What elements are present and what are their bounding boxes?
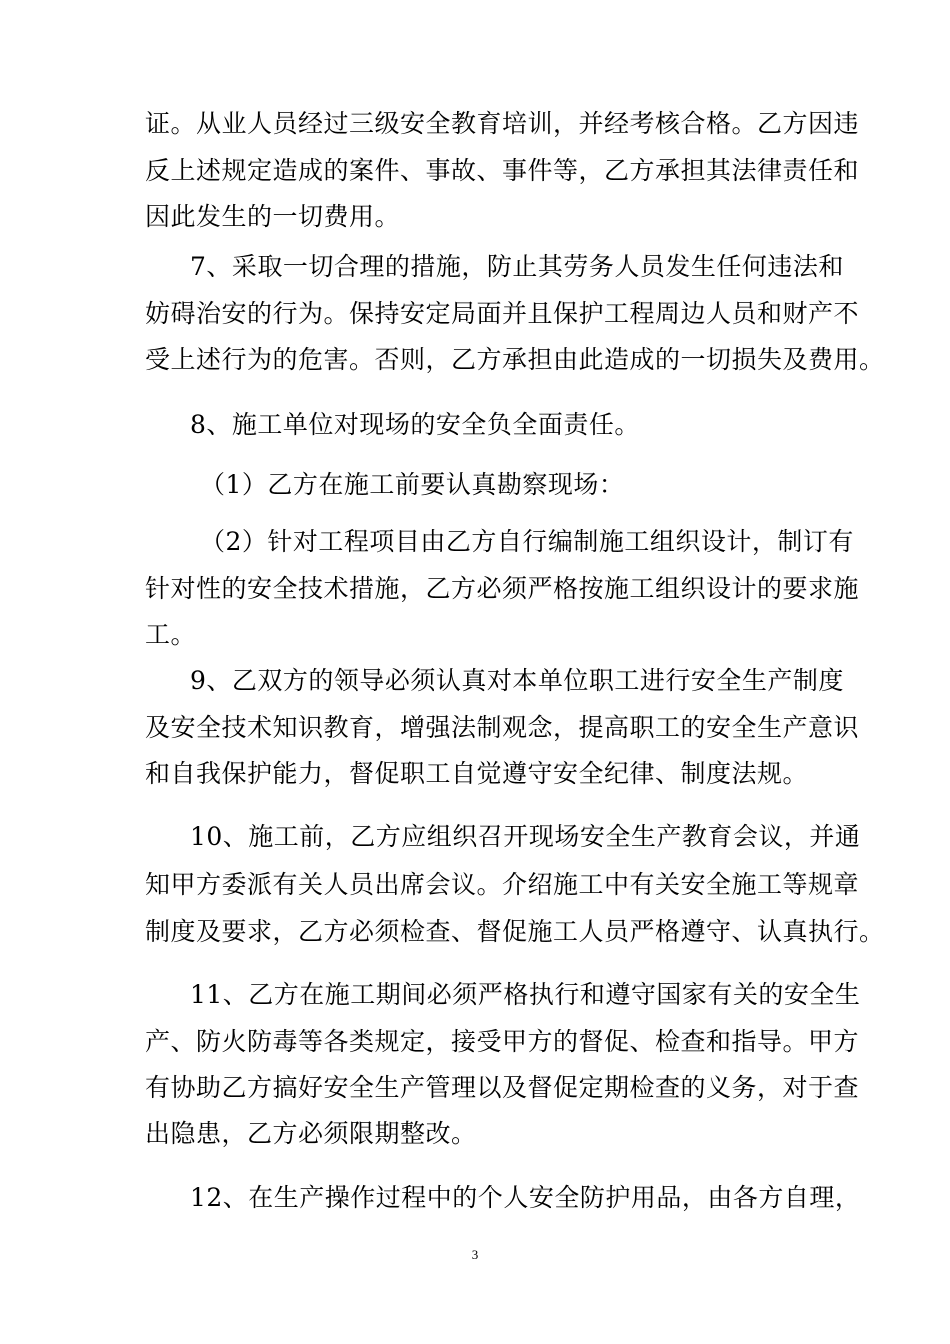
paragraph-line: 反上述规定造成的案件、事故、事件等，乙方承担其法律责任和 <box>145 156 860 185</box>
paragraph-line: 8、施工单位对现场的安全负全面责任。 <box>190 410 640 439</box>
paragraph-line: 出隐患，乙方必须限期整改。 <box>145 1119 477 1148</box>
paragraph-line: 12、在生产操作过程中的个人安全防护用品，由各方自理， <box>190 1183 861 1212</box>
paragraph-line: 有协助乙方搞好安全生产管理以及督促定期检查的义务，对于查 <box>145 1073 860 1102</box>
paragraph-line: 制度及要求，乙方必须检查、督促施工人员严格遵守、认真执行。 <box>145 917 885 946</box>
paragraph-line: 7、采取一切合理的措施，防止其劳务人员发生任何违法和 <box>190 252 844 281</box>
paragraph-line: 产、防火防毒等各类规定，接受甲方的督促、检查和指导。甲方 <box>145 1027 860 1056</box>
paragraph-line: 证。从业人员经过三级安全教育培训，并经考核合格。乙方因违 <box>145 109 860 138</box>
paragraph-line: （1）乙方在施工前要认真勘察现场： <box>200 470 625 499</box>
paragraph-line: 10、施工前，乙方应组织召开现场安全生产教育会议，并通 <box>190 822 861 851</box>
paragraph-line: 针对性的安全技术措施，乙方必须严格按施工组织设计的要求施 <box>145 574 860 603</box>
paragraph-line: 9、乙双方的领导必须认真对本单位职工进行安全生产制度 <box>190 666 844 695</box>
paragraph-line: 和自我保护能力，督促职工自觉遵守安全纪律、制度法规。 <box>145 759 809 788</box>
paragraph-line: 知甲方委派有关人员出席会议。介绍施工中有关安全施工等规章 <box>145 870 860 899</box>
paragraph-line: 及安全技术知识教育，增强法制观念，提高职工的安全生产意识 <box>145 713 860 742</box>
paragraph-line: 工。 <box>145 620 197 649</box>
paragraph-line: （2）针对工程项目由乙方自行编制施工组织设计，制订有 <box>200 527 854 556</box>
paragraph-line: 11、乙方在施工期间必须严格执行和遵守国家有关的安全生 <box>190 980 861 1009</box>
paragraph-line: 受上述行为的危害。否则，乙方承担由此造成的一切损失及费用。 <box>145 345 885 374</box>
paragraph-line: 因此发生的一切费用。 <box>145 202 401 231</box>
paragraph-line: 妨碍治安的行为。保持安定局面并且保护工程周边人员和财产不 <box>145 299 860 328</box>
page-number: 3 <box>471 1247 479 1262</box>
